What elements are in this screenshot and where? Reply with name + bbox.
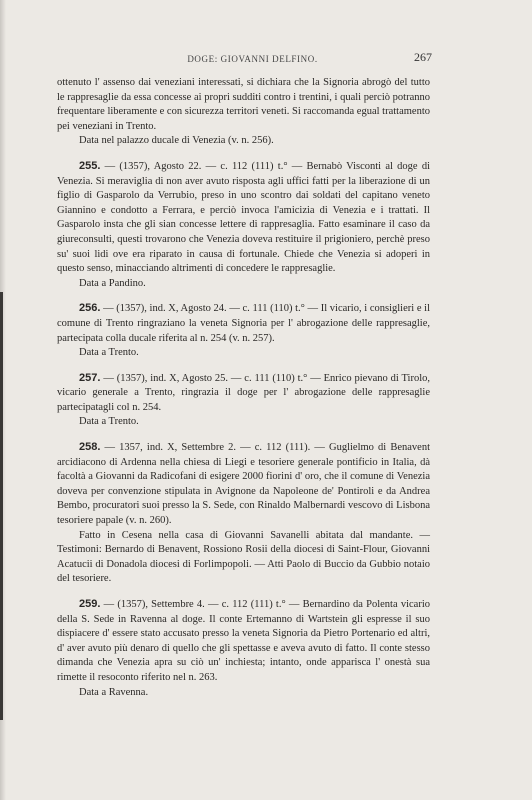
binding-edge-mark: [0, 292, 3, 720]
continuation-paragraph: ottenuto l' assenso dai veneziani interessati, si dichiara che la Signoria abrogò del tutto le rappresaglie da essa concesse ai propri sudditi contro i trentini, i quali perciò potranno frequentare liberamente e con sicurezza territori veneti. Si raccomanda egual trattamento pei veneziani in Trento.: [57, 77, 430, 132]
entry-note: Fatto in Cesena nella casa di Giovanni Savanelli abitata dal mandante. — Testimoni: Bernardo di Benavent, Rossiono Rosii della diocesi di Saint-Flour, Giovanni Acatucii di Donadola diocesi di Forlimpopoli. — Atti Paolo di Buccio da Gubbio notaio del tesoriere.: [57, 529, 430, 585]
entry-256: [57, 301, 430, 346]
entry-note: Data a Trento.: [79, 416, 139, 428]
page-body: [57, 76, 430, 700]
entry-number: 255.: [79, 159, 101, 172]
entry-255: [57, 159, 430, 277]
entry-note: Data a Ravenna.: [79, 686, 149, 698]
entry-259: [57, 597, 430, 686]
entry-body: — (1357), ind. X, Agosto 25. — c. 111 (110) t.° — Enrico pievano di Tirolo, vicario generale a Trento, ringrazia il doge per l' abrogazione delle rappresaglie partecipatagli col n. 254.: [57, 372, 430, 413]
running-header: DOGE: GIOVANNI DELFINO.: [187, 54, 318, 64]
entry-note: Data a Trento.: [79, 347, 139, 359]
entry-number: 258.: [79, 441, 101, 454]
entry-257: [57, 371, 430, 416]
entry-body: — 1357, ind. X, Settembre 2. — c. 112 (111). — Guglielmo di Benavent arcidiacono di Ardenna nella chiesa di Liegi e tesoriere generale pontificio in Italia, dà facoltà a Giovanni da Radicofani di esigere 2000 fiorini d' oro, che il comune di Venezia doveva per convenzione stipulata in Avignone da Napoleone de' Pontiroli e da Andrea Bembo, procuratori suoi presso la S. Sede, con Rinaldo Malbernardi vescovo di Lisbona tesoriere papale (v. n. 260).: [57, 442, 430, 527]
entry-note: Data a Pandino.: [79, 277, 146, 289]
entry-number: 256.: [79, 302, 101, 315]
entry-number: 257.: [79, 371, 101, 384]
dating-note: Data nel palazzo ducale di Venezia (v. n. 256).: [79, 135, 274, 147]
entry-body: — (1357), ind. X, Agosto 24. — c. 111 (110) t.° — Il vicario, i consiglieri e il comune di Trento ringraziano la veneta Signoria per l' abrogazione delle rappresaglie, partecipata colla ducale riferita al n. 254 (v. n. 257).: [57, 303, 430, 344]
entry-258: [57, 440, 430, 529]
page-number: 267: [414, 50, 432, 64]
entry-body: — (1357), Settembre 4. — c. 112 (111) t.° — Bernardino da Polenta vicario della S. Sede in Ravenna al doge. Il conte Ertemanno di Wartstein gli espresse il suo dispiacere d' essere stato accusato presso la veneta Signoria da Pietro Portenario ed altri, d' aver avuto più denaro di quello che gli spettasse e aveva avuto di fatto. Il conte stesso dimanda che Venezia apra su ciò un' inchiesta; intanto, onde apparisca l' onestà sua rimette il resoconto riferito nel n. 263.: [57, 599, 430, 683]
entry-body: — (1357), Agosto 22. — c. 112 (111) t.° — Bernabò Visconti al doge di Venezia. Si meraviglia di non aver avuto risposta agli uffici fatti per la liberazione di un figlio di Gasparolo da Verrubio, preso in uno scontro dai soldati del capitano veneto Giannino e condotto a Ferrara, e perciò invoca l'amicizia di Venezia e i trattati. Il Gasparolo insta che gli sian concesse lettere di rappresaglia. Fatto esaminare il caso da giureconsulti, questi trovarono che Venezia doveva restituire il prigioniero, perchè preso su' suoi lidi ove era riparato in causa di fortunale. Chiede che Venezia si adoperi in questo senso, minacciando altrimenti di concedere le rappresaglie.: [57, 160, 430, 275]
entry-number: 259.: [79, 598, 101, 610]
